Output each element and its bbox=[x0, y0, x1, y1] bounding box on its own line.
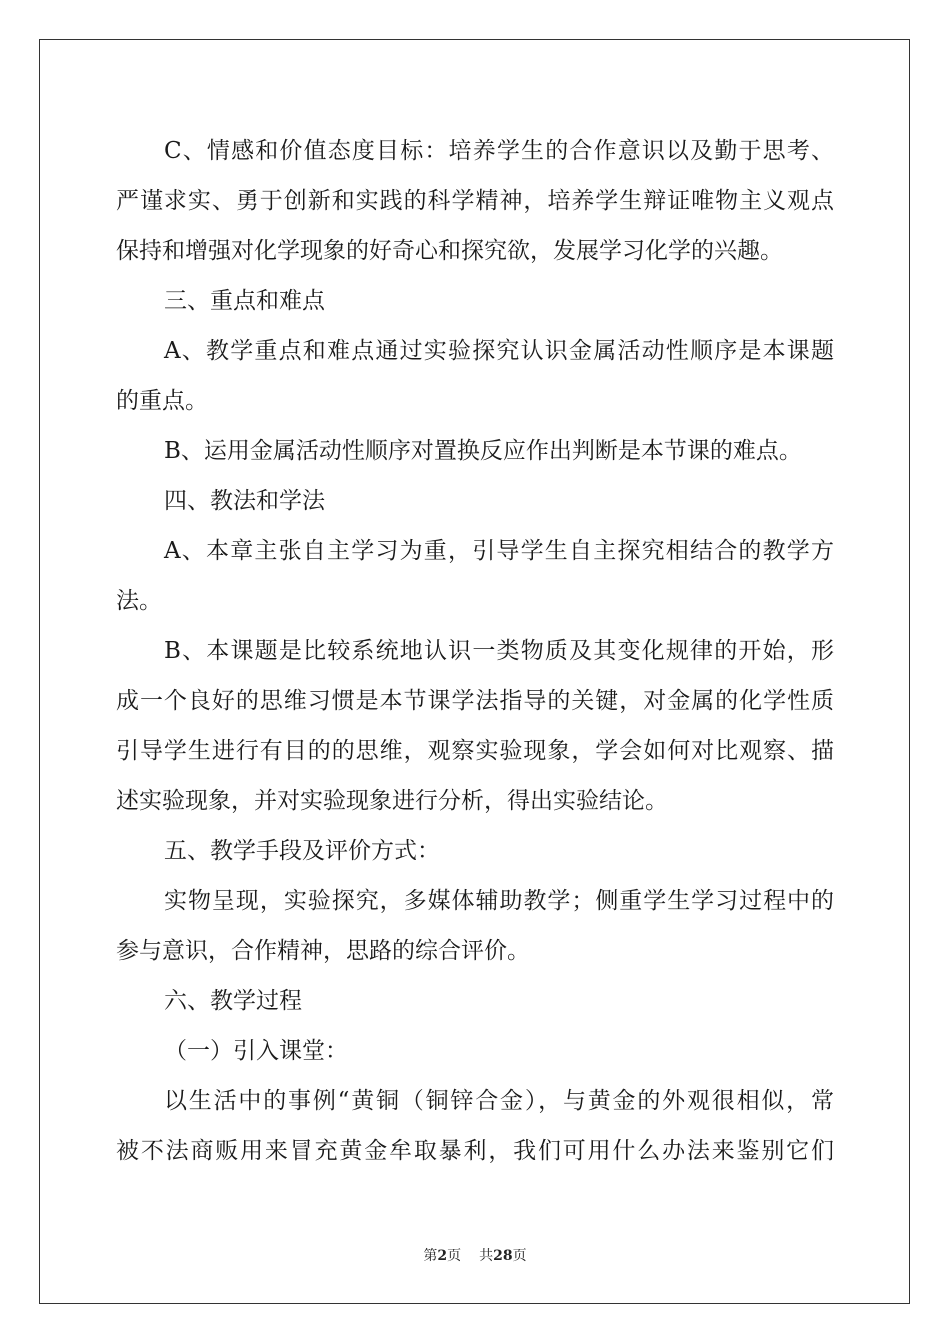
total-page-count: 28 bbox=[493, 1248, 513, 1264]
paragraph-line: A、本章主张自主学习为重，引导学生自主探究相结合的教学方 bbox=[164, 538, 834, 564]
paragraph-line: 保持和增强对化学现象的好奇心和探究欲，发展学习化学的兴趣。 bbox=[116, 238, 783, 264]
paragraph-line: B、运用金属活动性顺序对置换反应作出判断是本节课的难点。 bbox=[164, 438, 802, 464]
current-page-number: 2 bbox=[437, 1248, 448, 1264]
subsection-heading: （一）引入课堂： bbox=[164, 1038, 348, 1064]
paragraph-line: 严谨求实、勇于创新和实践的科学精神，培养学生辩证唯物主义观点 bbox=[116, 188, 834, 214]
page-footer bbox=[0, 1245, 950, 1265]
paragraph-line: 成一个良好的思维习惯是本节课学法指导的关键，对金属的化学性质 bbox=[116, 688, 834, 714]
paragraph-line: B、本课题是比较系统地认识一类物质及其变化规律的开始，形 bbox=[164, 638, 834, 664]
paragraph-line: 的重点。 bbox=[116, 388, 208, 414]
section-heading: 三、重点和难点 bbox=[164, 288, 325, 314]
paragraph-line: 述实验现象，并对实验现象进行分析，得出实验结论。 bbox=[116, 788, 668, 814]
section-heading: 四、教法和学法 bbox=[164, 488, 325, 514]
paragraph-line: 法。 bbox=[116, 588, 162, 614]
paragraph-line: C、情感和价值态度目标：培养学生的合作意识以及勤于思考、 bbox=[164, 138, 834, 164]
paragraph-line: 实物呈现，实验探究，多媒体辅助教学；侧重学生学习过程中的 bbox=[164, 888, 834, 914]
total-suffix: 页 bbox=[512, 1248, 527, 1264]
page-suffix: 页 bbox=[447, 1248, 462, 1264]
section-heading: 六、教学过程 bbox=[164, 988, 302, 1014]
page-prefix: 第 bbox=[423, 1248, 438, 1264]
paragraph-line: 引导学生进行有目的的思维，观察实验现象，学会如何对比观察、描 bbox=[116, 738, 834, 764]
section-heading: 五、教学手段及评价方式： bbox=[164, 838, 440, 864]
total-prefix: 共 bbox=[479, 1248, 494, 1264]
paragraph-line: 被不法商贩用来冒充黄金牟取暴利，我们可用什么办法来鉴别它们 bbox=[116, 1138, 834, 1164]
paragraph-line: 参与意识，合作精神，思路的综合评价。 bbox=[116, 938, 530, 964]
document-body bbox=[116, 126, 834, 1176]
paragraph-line: 以生活中的事例“黄铜（铜锌合金），与黄金的外观很相似，常 bbox=[164, 1088, 834, 1114]
paragraph-line: A、教学重点和难点通过实验探究认识金属活动性顺序是本课题 bbox=[164, 338, 834, 364]
